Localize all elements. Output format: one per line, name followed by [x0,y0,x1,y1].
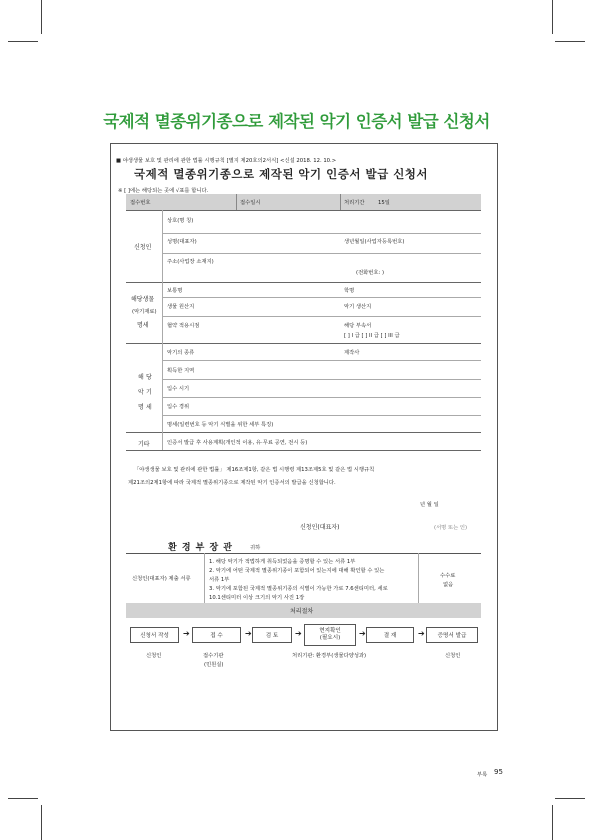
process-step-label: 증명서 발급 [437,633,467,639]
rule [126,282,481,283]
crop-mark [552,0,553,34]
date-line: 년 월 일 [420,502,439,508]
rule [162,253,481,254]
fee-label: 수수료 [440,573,456,579]
rule [162,233,481,234]
rule [126,210,481,211]
crop-mark [41,805,42,840]
process-actor-applicant: 신청인 [146,653,162,659]
document-item: 서류 1부 [209,577,230,583]
arrow-right-icon: ➔ [245,629,252,638]
arrow-right-icon: ➔ [418,629,425,638]
address-field: 주소(사업장 소재지) [167,259,214,265]
representative-field: 성명(대표자) [167,239,197,245]
crop-mark [555,41,585,42]
etc-label: 기타 [138,441,150,448]
acquired-region-field: 획득한 지역 [167,368,195,374]
species-section-sub: (악기재료) [132,309,157,315]
instrument-details-field: 명세(일련번호 등 악기 식별을 위한 세부 특징) [167,422,274,428]
import-route-field: 입수 경위 [167,404,190,410]
process-step-site-check [304,624,356,646]
footer-section: 부록 [477,772,488,778]
document-item: 3. 악기에 포함된 국제적 멸종위기종의 식별이 가능한 가로 7.6센티미터, 세로 [209,586,388,592]
addressee: 환 경 부 장 관 [168,543,234,553]
process-step-label: 신청서 작성 [140,633,169,639]
process-step-approve [366,627,414,643]
rule [162,379,481,380]
birth-date-field: 생년월일(사업자등록번호) [344,239,405,245]
divider [162,210,163,282]
instrument-section-char: 명 [138,404,144,411]
signature-note: (서명 또는 인) [434,525,468,531]
origin-field: 생물 원산지 [167,304,195,310]
scientific-name-field: 학명 [344,288,355,294]
addressee-suffix: 귀하 [250,545,261,551]
common-name-field: 보통명 [167,288,183,294]
form-note: ※ [ ]에는 해당되는 곳에 √표를 합니다. [118,188,209,194]
instrument-section-char: 당 [146,374,152,381]
instrument-section-char: 해 [138,374,144,381]
rule [162,316,481,317]
process-step-label: 접 수 [210,633,223,639]
receipt-date-label: 접수일시 [240,200,261,206]
arrow-right-icon: ➔ [183,629,190,638]
arrow-right-icon: ➔ [359,629,366,638]
statement-line-2: 제21조의2제1항에 따라 국제적 멸종위기종으로 제작된 악기 인증서의 발급을 신청합니다. [128,480,336,486]
usage-plan-field: 인증서 발급 후 사용계획(개인적 이용, 유·무료 공연, 전시 등) [167,440,308,446]
crop-mark [8,41,38,42]
receipt-no-label: 접수번호 [130,200,151,206]
company-name-field: 상호(명 칭) [167,218,194,224]
treaty-date-field: 협약 적용시점 [167,323,200,329]
divider [204,553,205,603]
process-step-receive [192,627,241,643]
signer-label: 신청인(대표자) [300,524,340,531]
document-item: 10.1센티미터 이상 크기의 악기 사진 1장 [209,595,305,601]
rule [162,297,481,298]
process-step-label: 검 토 [265,633,279,639]
document-item: 1. 해당 악기가 적법하게 취득되었음을 증명할 수 있는 서류 1부 [209,559,356,565]
instrument-section-char: 세 [146,404,152,411]
divider [236,194,237,210]
import-time-field: 입수 시기 [167,386,190,392]
production-place-field: 악기 생산지 [344,304,372,310]
documents-label: 신청인(대표자) 제출 서류 [132,576,191,582]
rule [162,415,481,416]
process-period-label: 처리기간 [344,200,365,206]
rule [162,360,481,361]
process-title: 처리절차 [290,608,314,615]
rule [126,553,481,554]
process-step-label: 결 재 [383,633,397,639]
rule [162,397,481,398]
divider [162,282,163,343]
crop-mark [41,0,42,34]
species-section-label: 해당생물 [131,296,155,303]
instrument-section-char: 기 [146,389,152,396]
statement-line-1: 「야생생물 보호 및 관리에 관한 법률」 제16조제1항, 같은 법 시행령 제13조제5호 및 같은 법 시행규칙 [134,467,375,473]
divider [162,343,163,432]
process-step-label: 현지확인 (필요시) [319,628,341,641]
applicant-section-label: 신청인 [134,244,152,251]
process-step-issue [426,627,478,643]
fee-value: 없음 [443,582,454,588]
process-actor-handler: 처리기관: 환경부(생물다양성과) [292,653,367,659]
divider [340,194,341,210]
species-section-label-2: 명세 [137,322,149,329]
instrument-section-char: 악 [138,389,144,396]
process-actor-applicant-2: 신청인 [445,653,461,659]
process-step-review [252,627,292,643]
phone-field: (전화번호: ) [356,270,385,276]
receipt-row [126,194,481,210]
maker-field: 제작사 [344,350,360,356]
document-item: 2. 악기에 어떤 국제적 멸종위기종이 포함되어 있는지에 대해 확인할 수 있는 [209,568,385,574]
divider [418,553,419,603]
page-number: 95 [494,768,503,776]
appendix-checkboxes[interactable]: [ ] I 급 [ ] II 급 [ ] III 급 [344,333,400,339]
crop-mark [555,798,585,799]
divider [162,432,163,450]
form-title: 국제적 멸종위기종으로 제작된 악기 인증서 발급 신청서 [134,167,429,181]
crop-mark [552,805,553,840]
crop-mark [8,798,38,799]
appendix-label: 해당 부속서 [344,323,372,329]
arrow-right-icon: ➔ [295,629,302,638]
law-reference: ■ 야생생물 보호 및 관리에 관한 법률 시행규칙 [별지 제20호의2서식] <신설 2018. 12. 10.> [116,158,337,164]
instrument-type-field: 악기의 종류 [167,350,195,356]
rule [126,343,481,344]
page-heading: 국제적 멸종위기종으로 제작된 악기 인증서 발급 신청서 [103,112,490,131]
process-actor-receiver-sub: (민원실) [204,662,224,668]
process-step-apply [130,627,179,643]
rule [126,450,481,451]
rule [126,432,481,433]
process-actor-receiver: 접수기관 [203,653,224,659]
process-period-value: 15일 [378,200,390,206]
